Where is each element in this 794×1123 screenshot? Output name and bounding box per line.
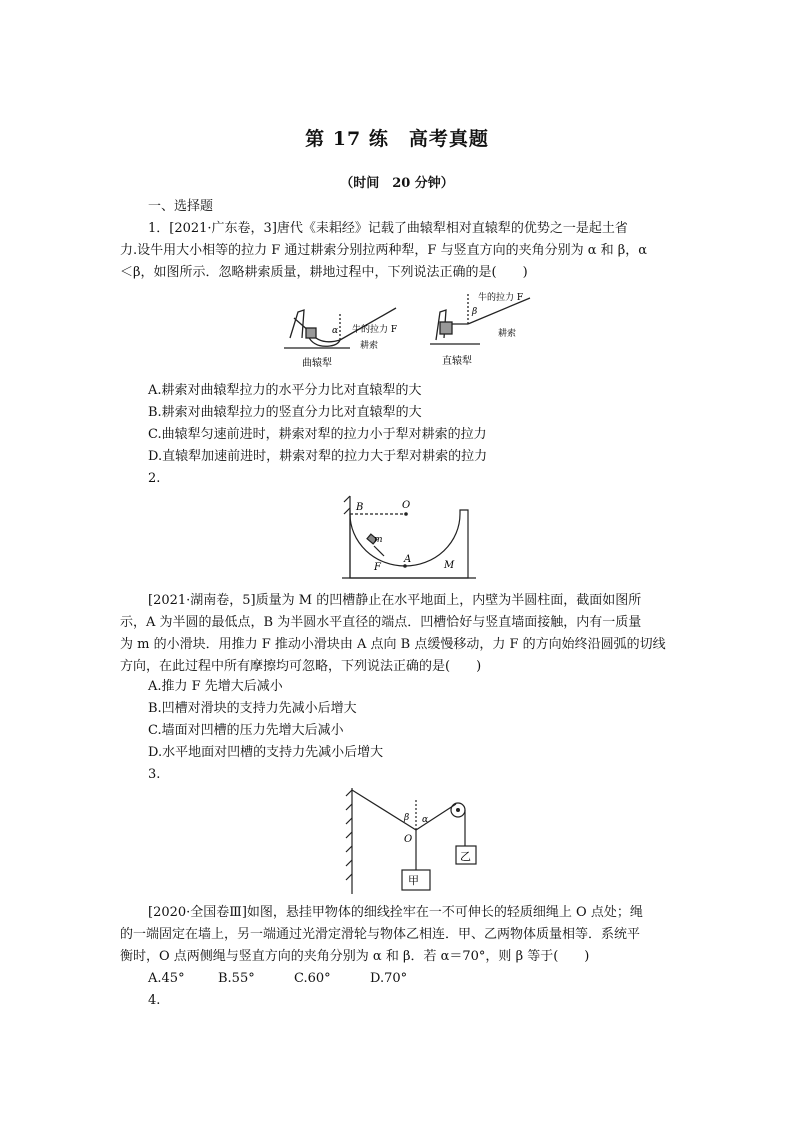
q1-right-caption: 直辕犁 xyxy=(442,356,472,367)
q2-groove-figure xyxy=(340,490,480,582)
q1-beta-label: β xyxy=(472,307,478,317)
q3-beta-label: β xyxy=(404,813,410,823)
q2-text-line-4: 方向，在此过程中所有摩擦均可忽略，下列说法正确的是( ) xyxy=(120,659,482,674)
q3-option-a: A.45° xyxy=(148,971,185,986)
q1-option-a: A.耕索对曲辕犁拉力的水平分力比对直辕犁的大 xyxy=(148,383,422,398)
q1-option-b: B.耕索对曲辕犁拉力的竖直分力比对直辕犁的大 xyxy=(148,405,422,420)
q3-text-line-2: 的一端固定在墙上，另一端通过光滑定滑轮与物体乙相连．甲、乙两物体质量相等．系统平 xyxy=(120,927,641,942)
q3-jia-label: 甲 xyxy=(408,874,419,887)
q1-left-force-label: 牛的拉力 F xyxy=(352,325,398,335)
q2-number: 2. xyxy=(148,471,161,486)
q3-yi-label: 乙 xyxy=(460,850,471,863)
q1-right-force-label: 牛的拉力 F xyxy=(478,293,524,303)
q2-label-big-m: M xyxy=(444,560,455,571)
q1-text-line-2: 力.设牛用大小相等的拉力 F 通过耕索分别拉两种犁，F 与竖直方向的夹角分别为 α 和 β，α xyxy=(120,243,648,258)
q3-alpha-label: α xyxy=(422,815,429,825)
page-title: 第 17 练 高考真题 xyxy=(305,128,489,150)
q2-label-f: F xyxy=(374,562,381,573)
q1-text-line-3: ＜β，如图所示．忽略耕索质量，耕地过程中，下列说法正确的是( ) xyxy=(120,265,528,280)
q2-label-b: B xyxy=(356,502,364,513)
section-heading: 一、选择题 xyxy=(148,199,214,214)
q2-text-line-2: 示，A 为半圆的最低点，B 为半圆水平直径的端点．凹槽恰好与竖直墙面接触，内有一质量 xyxy=(120,615,642,630)
q2-label-a: A xyxy=(404,554,412,565)
q1-left-rope-label: 耕索 xyxy=(360,341,379,351)
q2-option-b: B.凹槽对滑块的支持力先减小后增大 xyxy=(148,701,357,716)
q3-pulley-figure xyxy=(340,784,490,896)
q2-option-c: C.墙面对凹槽的压力先增大后减小 xyxy=(148,723,344,738)
q2-label-o: O xyxy=(402,500,411,511)
q1-option-c: C.曲辕犁匀速前进时，耕索对犁的拉力小于犁对耕索的拉力 xyxy=(148,427,487,442)
q3-text-line-3: 衡时，O 点两侧绳与竖直方向的夹角分别为 α 和 β．若 α＝70°，则 β 等于( ) xyxy=(120,949,590,964)
q1-option-d: D.直辕犁加速前进时，耕索对犁的拉力大于犁对耕索的拉力 xyxy=(148,449,488,464)
q2-option-d: D.水平地面对凹槽的支持力先减小后增大 xyxy=(148,745,384,760)
q1-plow-figure xyxy=(280,288,540,370)
q2-text-line-3: 为 m 的小滑块．用推力 F 推动小滑块由 A 点向 B 点缓慢移动，力 F 的方向始终沿圆弧的切线 xyxy=(120,637,666,652)
q1-alpha-label: α xyxy=(332,326,339,336)
q3-text-line-1: [2020·全国卷Ⅲ]如图，悬挂甲物体的细线拴牢在一不可伸长的轻质细绳上 O 点处；绳 xyxy=(148,905,643,920)
q1-right-rope-label: 耕索 xyxy=(498,329,517,339)
q2-label-m: m xyxy=(374,535,383,545)
q4-number: 4. xyxy=(148,993,161,1008)
q3-option-b: B.55° xyxy=(218,971,255,986)
q2-option-a: A.推力 F 先增大后减小 xyxy=(148,679,283,694)
q2-text-line-1: [2021·湖南卷，5]质量为 M 的凹槽静止在水平地面上，内壁为半圆柱面，截面如图所 xyxy=(148,593,642,608)
q3-number: 3. xyxy=(148,767,161,782)
q3-o-label: O xyxy=(404,834,413,845)
q1-left-caption: 曲辕犁 xyxy=(302,358,332,369)
q1-text-line-1: 1．[2021·广东卷，3]唐代《耒耜经》记载了曲辕犁相对直辕犁的优势之一是起土省 xyxy=(148,221,628,236)
q3-option-d: D.70° xyxy=(370,971,408,986)
time-limit: （时间 20 分钟） xyxy=(340,176,454,191)
q3-option-c: C.60° xyxy=(294,971,331,986)
